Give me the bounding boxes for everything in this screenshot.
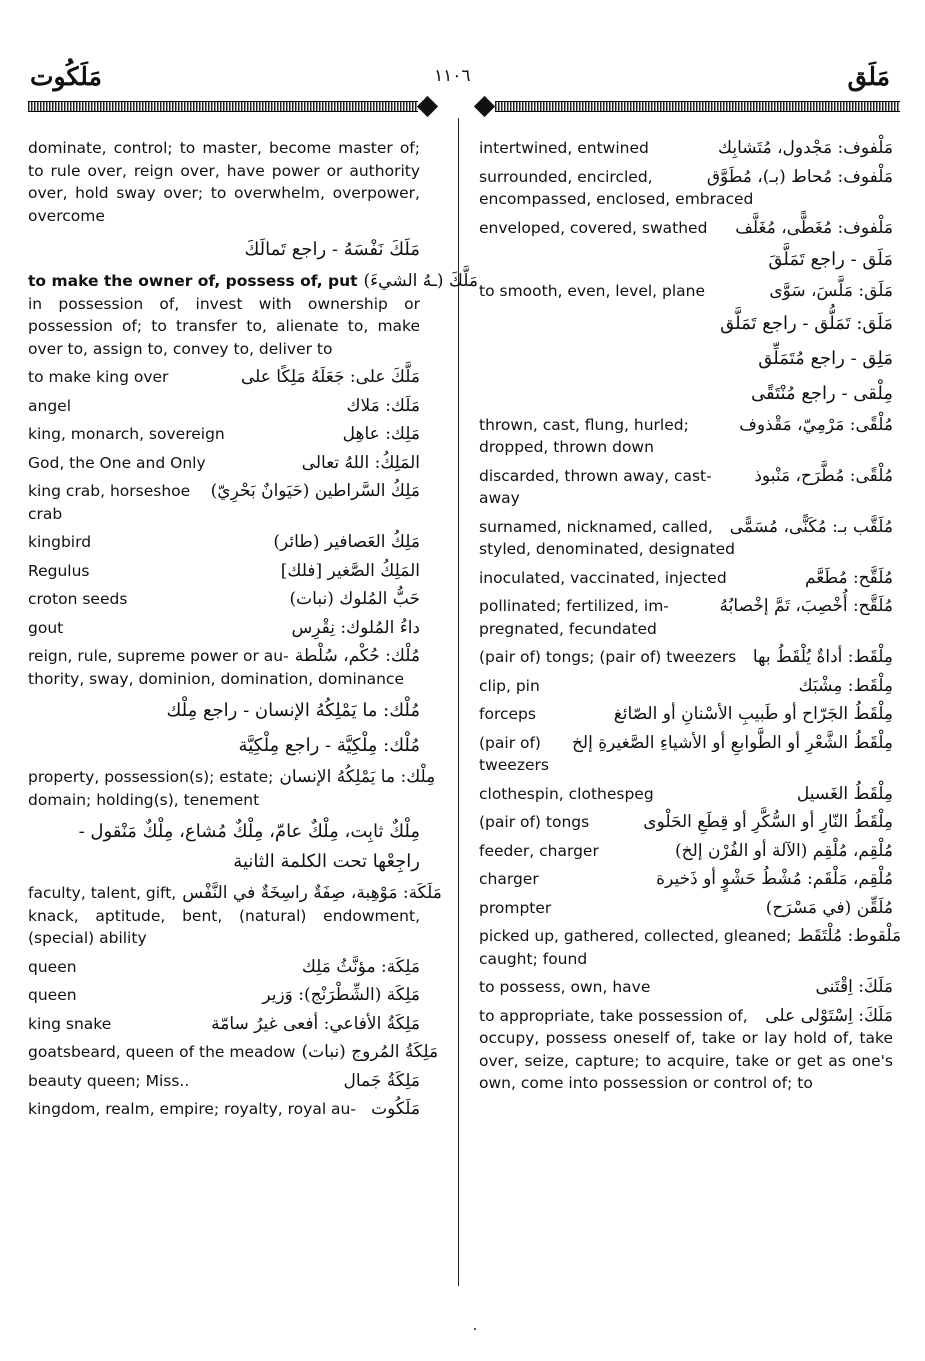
dictionary-entry — [479, 646, 893, 669]
english-definition: Regulus — [28, 561, 90, 580]
entry-first-line — [479, 703, 893, 726]
header-rule-left — [28, 101, 418, 112]
arabic-headword: مَلَك: مَلاك — [346, 395, 420, 416]
cross-reference-entry: مَلَق - راجع تَمَلَّقَ — [768, 249, 893, 270]
english-definition: angel — [28, 396, 72, 415]
english-definition: faculty, talent, gift, — [28, 884, 177, 902]
column-divider — [458, 118, 459, 1286]
arabic-headword: مُلَقَّح: مُطَعَّم — [804, 567, 893, 588]
entry-first-line — [28, 956, 420, 979]
english-definition: feeder, charger — [479, 841, 599, 860]
dictionary-entry — [28, 984, 420, 1007]
arabic-headword: مُلْقِم، مَلْقَم: مُشْطُ حَشْوٍ أو ذَخيرة — [656, 869, 893, 889]
arabic-headword: مَلِكَةُ الأفاعي: أفعى غيرُ سامّة — [211, 1013, 420, 1034]
english-definition: to smooth, even, level, plane — [479, 282, 706, 300]
english-definition: goatsbeard, queen of the meadow — [28, 1043, 296, 1061]
entry-first-line — [479, 166, 893, 189]
arabic-headword: مُلَقَّح: أُخْصِبَ، تَمَّ إخْصابُهُ — [719, 596, 893, 616]
dictionary-entry — [28, 270, 478, 360]
english-definition: croton seeds — [28, 590, 128, 608]
dictionary-entry — [28, 617, 420, 640]
dictionary-entry — [28, 588, 420, 611]
entry-first-line — [28, 766, 436, 789]
cross-reference-entry: مِلْكٌ ثابِت، مِلْكٌ عامّ، مِلْكٌ مُشاع، مِلْكٌ مَنْقول - راجِعْها تحت الكلمة الثانية — [78, 821, 420, 872]
english-definition: king crab, horseshoe — [28, 482, 191, 500]
english-definition: gout — [28, 618, 64, 637]
dictionary-entry — [479, 166, 893, 211]
dictionary-entry — [479, 976, 893, 999]
entry-first-line — [28, 882, 442, 905]
entry-first-line — [479, 465, 893, 488]
arabic-headword: المَلِكُ: اللهُ تعالى — [301, 452, 420, 473]
dictionary-entry — [28, 395, 420, 418]
entry-first-line — [479, 732, 893, 755]
english-definition-continued: crab — [28, 504, 63, 523]
header-guide-word-left: مَلَكُوت — [30, 62, 102, 91]
dictionary-entry — [479, 217, 893, 240]
dictionary-entry — [479, 732, 893, 777]
dictionary-entry — [28, 366, 420, 389]
entry-first-line — [28, 480, 420, 503]
english-definition: clip, pin — [479, 676, 540, 695]
cross-reference-entry: مِلْقى - راجع مُنْتَقًى — [751, 382, 893, 404]
entry-first-line — [28, 617, 420, 640]
continued-definition: dominate, control; to master, become master of; to rule over, reign over, have power or authority over, hold sway over; to overwhelm, overpower, overcome — [28, 139, 420, 225]
entry-first-line — [28, 984, 420, 1007]
dictionary-entry — [28, 882, 442, 950]
entry-first-line — [479, 783, 893, 806]
entry-first-line — [28, 270, 478, 293]
entry-first-line — [479, 280, 893, 303]
entry-first-line — [28, 588, 420, 611]
english-definition-continued: away — [479, 489, 520, 507]
arabic-headword: مِلْقَطُ الجَرّاح أو طَبيبِ الأسْنانِ أو الصّائغ — [613, 704, 893, 724]
english-definition: beauty queen; Miss.. — [28, 1071, 190, 1090]
english-definition-continued: in possession of, invest with ownership or possession of; to transfer to, alienate to, make over to, assign to, convey to, deliver to — [28, 294, 420, 358]
dictionary-entry — [28, 531, 420, 554]
dictionary-entry — [28, 1013, 420, 1036]
english-definition: thrown, cast, flung, hurled; — [479, 415, 689, 434]
arabic-headword: مَلِكَة: مؤنَّثُ مَلِك — [301, 956, 420, 977]
entry-first-line — [479, 811, 893, 834]
dictionary-entry — [479, 595, 893, 640]
entry-first-line — [479, 595, 893, 618]
arabic-headword: مَلْفوف: مَجْدول، مُتَشابِك — [718, 138, 893, 158]
dictionary-entry — [479, 811, 893, 834]
cross-reference-entry: مُلْك: ما يَمْلِكُهُ الإنسان - راجع مِلْك — [166, 700, 420, 721]
entry-first-line — [28, 1098, 420, 1121]
arabic-headword: مَلَكَ: اِقْتَنى — [815, 977, 893, 997]
dictionary-entry — [479, 703, 893, 726]
english-definition: kingbird — [28, 533, 92, 551]
arabic-headword: مَلِكَةُ المُروج (نبات) — [301, 1042, 439, 1062]
arabic-headword: مُلْقًى: مُطَّرَح، مَنْبوذ — [754, 465, 893, 486]
english-definition: (pair of) tongs — [479, 813, 590, 831]
english-definition: clothespin, clothespeg — [479, 784, 654, 803]
diamond-ornament-right — [474, 96, 495, 117]
english-definition: inoculated, vaccinated, injected — [479, 568, 727, 587]
dictionary-entry — [28, 452, 420, 475]
dictionary-entry — [479, 567, 893, 590]
entry-first-line — [28, 1070, 420, 1093]
entry-first-line — [28, 645, 420, 668]
dictionary-entry — [479, 280, 893, 303]
english-definition-continued: encompassed, enclosed, embraced — [479, 190, 754, 208]
arabic-headword: مَلَكَ: اِسْتَوْلى على — [765, 1005, 893, 1026]
entry-first-line — [479, 675, 893, 698]
english-definition-continued: caught; found — [479, 949, 588, 968]
arabic-headword: مِلْقَطُ النّارِ أو السُّكَّرِ أو قِطَعِ الحَلْوى — [643, 812, 893, 832]
english-definition: intertwined, entwined — [479, 139, 649, 157]
entry-first-line — [28, 531, 420, 554]
english-definition: property, possession(s); estate; — [28, 768, 274, 786]
page-mark — [474, 1328, 476, 1330]
english-definition: queen — [28, 986, 77, 1004]
arabic-headword: مَلِكُ العَصافير (طائر) — [273, 532, 420, 552]
arabic-headword: حَبُّ المُلوك (نبات) — [289, 589, 420, 609]
english-definition: discarded, thrown away, cast- — [479, 466, 712, 485]
arabic-headword: مَلِكَة (الشِّطْرَنْج): وَزير — [262, 985, 420, 1005]
dictionary-entry — [479, 925, 902, 970]
english-definition: reign, rule, supreme power or au- — [28, 647, 289, 665]
english-definition-continued: thority, sway, dominion, domination, dominance — [28, 669, 404, 688]
english-definition: king, monarch, sovereign — [28, 425, 225, 443]
english-definition: to make the owner of, possess of, put — [28, 272, 358, 290]
dictionary-entry — [28, 1070, 420, 1093]
arabic-headword: مَلْفوف: مُغَطًّى، مُغَلَّف — [735, 217, 893, 238]
dictionary-entry — [479, 840, 893, 863]
cross-reference-entry: مَلِق - راجع مُتَمَلِّق — [758, 347, 893, 369]
arabic-headword: مَلَكُوت — [371, 1099, 420, 1119]
english-definition: to make king over — [28, 368, 169, 386]
arabic-headword: مُلْقًى: مَرْمِيّ، مَقْذوف — [739, 414, 893, 435]
english-definition: to possess, own, have — [479, 978, 651, 996]
arabic-headword: المَلِكُ الصَّغير [فلك] — [280, 560, 420, 581]
arabic-headword: مَلَّكَ على: جَعَلَهُ مَلِكًا على — [240, 367, 420, 387]
dictionary-entry — [479, 465, 893, 510]
dictionary-entry — [479, 675, 893, 698]
english-definition: pollinated; fertilized, im- — [479, 597, 669, 615]
english-definition: prompter — [479, 898, 552, 917]
dictionary-entry — [28, 560, 420, 583]
english-definition: queen — [28, 957, 77, 976]
cross-reference-entry: مَلَكَ نَفْسَهُ - راجع تَمالَكَ — [244, 239, 420, 260]
header-guide-word-right: مَلَق — [847, 62, 890, 91]
arabic-headword: مُلْقِم، مُلْقِم (الآلة أو الفُرْن إلخ) — [675, 840, 893, 861]
entry-first-line — [28, 1013, 420, 1036]
dictionary-entry — [479, 137, 893, 160]
dictionary-entry — [479, 868, 893, 891]
arabic-headword: مَلَق: مَلَّسَ، سَوَّى — [769, 281, 893, 301]
page-number: ١١٠٦ — [434, 66, 471, 86]
english-definition-continued: styled, denominated, designated — [479, 540, 735, 558]
dictionary-entry — [28, 645, 420, 690]
left-column — [28, 137, 478, 1127]
arabic-headword: مِلْقَطُ الغَسيل — [796, 783, 893, 804]
cross-reference-entry: مَلَق: تَمَلُّق - راجع تَمَلَّق — [720, 312, 893, 334]
dictionary-entry — [28, 480, 420, 525]
english-definition: to appropriate, take possession of, — [479, 1006, 748, 1025]
dictionary-entry — [479, 516, 893, 561]
dictionary-entry — [28, 1098, 420, 1121]
entry-first-line — [479, 925, 902, 948]
arabic-headword: مُلَقِّن (في مَسْرَح) — [765, 897, 893, 918]
arabic-headword: مَلِك: عاهِل — [342, 424, 420, 444]
english-definition: God, the One and Only — [28, 453, 206, 472]
arabic-headword: مَلَّكَ (ـهُ الشيءَ) — [363, 271, 478, 291]
dictionary-entry — [479, 897, 893, 920]
english-definition: forceps — [479, 705, 536, 723]
cross-reference-entry: مُلْك: مِلْكِيَّة - راجع مِلْكِيَّة — [238, 735, 420, 756]
entry-first-line — [28, 395, 420, 418]
dictionary-entry — [28, 766, 436, 811]
arabic-headword: مَلَكَة: مَوْهِبة، صِفَةٌ راسِخَةٌ في النَّفْس — [182, 883, 442, 903]
english-definition: kingdom, realm, empire; royalty, royal au- — [28, 1100, 356, 1118]
english-definition-continued: occupy, possess oneself of, take or lay hold of, take over, seize, capture; to acquire, take or get as one's own, come into possession or control of; to — [479, 1029, 893, 1092]
english-definition: (pair of) — [479, 733, 541, 752]
arabic-headword: مِلْقَط: مِشْبَك — [798, 675, 893, 696]
diamond-ornament-left — [417, 96, 438, 117]
arabic-headword: مُلَقَّب بـ: مُكَنًّى، مُسَمًّى — [729, 516, 893, 537]
english-definition: charger — [479, 870, 539, 888]
entry-first-line — [28, 560, 420, 583]
arabic-headword: مَلِكُ السَّراطين (حَيَوانٌ بَحْرِيّ) — [210, 481, 420, 501]
entry-first-line — [479, 516, 893, 539]
entry-first-line — [479, 1005, 893, 1028]
english-definition-continued: domain; holding(s), tenement — [28, 790, 260, 809]
entry-first-line — [28, 452, 420, 475]
entry-first-line — [479, 567, 893, 590]
english-definition-continued: tweezers — [479, 756, 549, 774]
english-definition-continued: dropped, thrown down — [479, 438, 654, 456]
arabic-headword: مِلْقَطُ الشَّعْرِ أو الطَّوابعِ أو الأشياءِ الصَّغيرةِ إلخ — [571, 732, 893, 753]
dictionary-entry — [479, 414, 893, 459]
entry-first-line — [479, 217, 893, 240]
english-definition: (pair of) tongs; (pair of) tweezers — [479, 648, 737, 666]
dictionary-entry — [479, 783, 893, 806]
english-definition: surnamed, nicknamed, called, — [479, 517, 713, 536]
english-definition-continued: knack, aptitude, bent, (natural) endowment, (special) ability — [28, 906, 420, 947]
arabic-headword: مِلْك: ما يَمْلِكُهُ الإنسان — [279, 767, 436, 787]
entry-first-line — [479, 976, 893, 999]
right-column — [479, 137, 902, 1101]
entry-first-line — [479, 868, 893, 891]
english-definition: king snake — [28, 1014, 112, 1033]
entry-first-line — [479, 414, 893, 437]
entry-first-line — [28, 1041, 439, 1064]
english-definition: picked up, gathered, collected, gleaned; — [479, 927, 792, 945]
entry-first-line — [479, 646, 893, 669]
arabic-headword: مَلِكَةُ جَمال — [343, 1070, 420, 1091]
entry-first-line — [28, 423, 420, 446]
arabic-headword: داءُ المُلوك: نِقْرِس — [291, 617, 420, 638]
dictionary-entry — [28, 1041, 439, 1064]
arabic-headword: مَلْفوف: مُحاط (بـ)، مُطَوَّق — [706, 166, 893, 187]
arabic-headword: مِلْقَط: أداةٌ يُلْقَطُ بها — [752, 647, 893, 667]
english-definition: enveloped, covered, swathed — [479, 218, 708, 237]
dictionary-entry — [479, 1005, 893, 1095]
english-definition: surrounded, encircled, — [479, 167, 653, 186]
arabic-headword: مُلْك: حُكْم، سُلْطة — [294, 646, 420, 666]
entry-first-line — [28, 366, 420, 389]
header-rule-right — [495, 101, 900, 112]
dictionary-entry — [28, 956, 420, 979]
english-definition-continued: pregnated, fecundated — [479, 619, 657, 638]
entry-first-line — [479, 897, 893, 920]
arabic-headword: مَلْقوط: مُلْتَقَط — [797, 926, 902, 946]
entry-first-line — [479, 840, 893, 863]
entry-first-line — [479, 137, 893, 160]
dictionary-entry — [28, 423, 420, 446]
